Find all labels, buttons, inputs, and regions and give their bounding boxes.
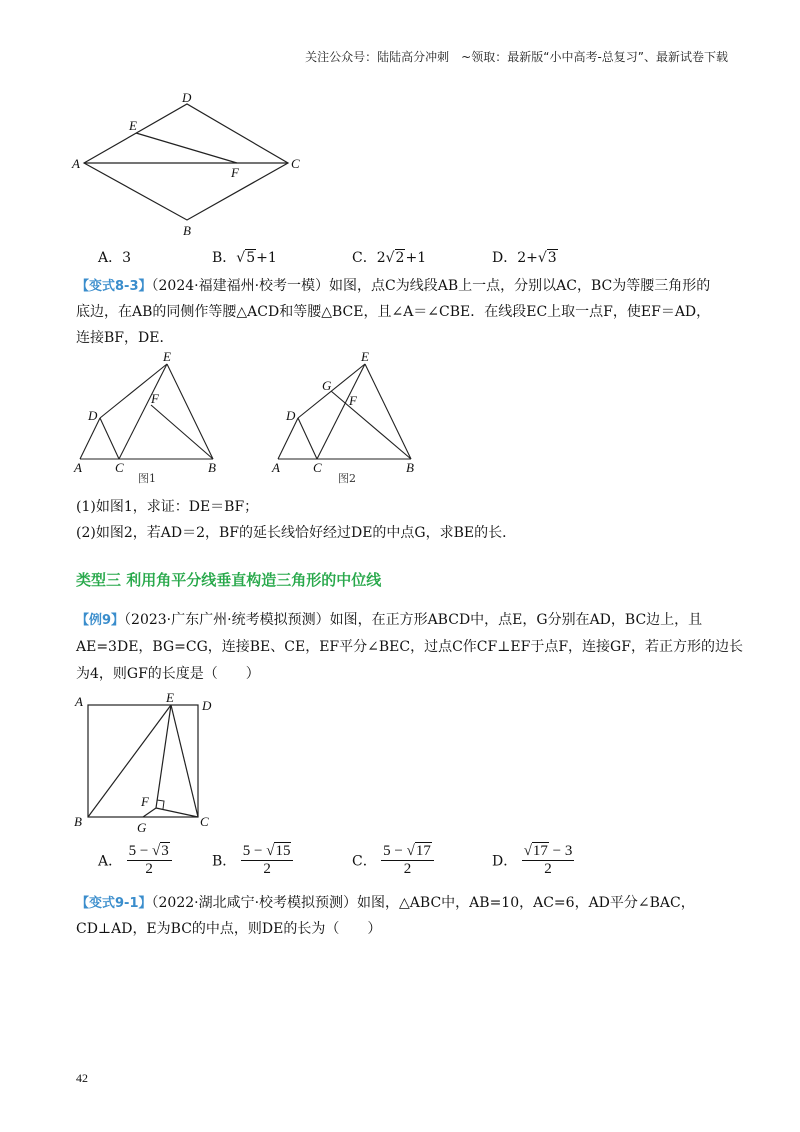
label-D: D — [182, 92, 192, 105]
option-d: D．2+√3 — [492, 250, 557, 266]
option-b: B．√5+1 — [212, 250, 277, 266]
section-heading: 类型三 利用角平分线垂直构造三角形的中位线 — [76, 571, 382, 589]
label-E: E — [361, 349, 369, 364]
label-A: A — [75, 694, 83, 709]
q83-part1: (1)如图1，求证：DE＝BF； — [76, 499, 259, 515]
label-A: A — [74, 460, 82, 475]
label-F: F — [349, 393, 357, 408]
option-d: D． $\frac{√17 - 3}{2}$ — [492, 843, 573, 877]
label-B: B — [74, 814, 82, 829]
figure-1-caption: 图1 — [138, 472, 156, 485]
label-B: B — [183, 223, 191, 238]
q91-line2: CD⊥AD，E为BC的中点，则DE的长为（ ） — [76, 921, 382, 937]
options-9 — [0, 843, 800, 885]
label-F: F — [151, 391, 159, 406]
label-B: B — [406, 460, 414, 475]
label-E: E — [129, 118, 137, 133]
label-E: E — [163, 349, 171, 364]
label-A: A — [272, 460, 280, 475]
option-c: C． $\frac{5 - √17}{2}$ — [352, 843, 434, 878]
option-a: A． $\frac{5 - √3}{2}$ — [98, 843, 172, 878]
option-c: C．2√2+1 — [352, 250, 427, 266]
q83-line1: 【变式8-3】（2024·福建福州·校考一模）如图，点C为线段AB上一点，分别以AC，BC为等腰三角形的 — [76, 278, 711, 294]
label-C: C — [115, 460, 124, 475]
option-a: A．3 — [98, 250, 132, 266]
ex9-line2: AE=3DE，BG=CG，连接BE、CE，EF平分∠BEC，过点C作CF⊥EF于点F，连接GF，若正方形的边长 — [76, 639, 743, 655]
page-number: 42 — [76, 1071, 88, 1085]
label-C: C — [291, 156, 300, 171]
label-C: C — [200, 814, 209, 829]
square-figure — [70, 688, 230, 836]
q83-line2: 底边，在AB的同侧作等腰△ACD和等腰△BCE，且∠A＝∠CBE．在线段EC上取一点F，使EF＝AD， — [76, 304, 711, 320]
ex9-line3: 为4，则GF的长度是（ ） — [76, 666, 260, 682]
figure-2 — [268, 348, 428, 488]
label-G: G — [322, 378, 332, 393]
label-B: B — [208, 460, 216, 475]
label-C: C — [313, 460, 322, 475]
label-D: D — [88, 408, 98, 423]
page-header: 关注公众号：陆陆高分冲刺 ~领取：最新版“小中高考-总复习”、最新试卷下载 — [305, 50, 728, 64]
label-G: G — [137, 820, 147, 835]
option-b: B． $\frac{5 - √15}{2}$ — [212, 843, 293, 878]
label-E: E — [166, 690, 174, 705]
label-D: D — [286, 408, 296, 423]
figure-1 — [70, 348, 230, 488]
q83-line3: 连接BF，DE． — [76, 330, 174, 346]
label-A: A — [72, 156, 80, 171]
figure-2-caption: 图2 — [338, 472, 356, 485]
label-F: F — [231, 165, 239, 180]
label-D: D — [202, 698, 212, 713]
rhombus-figure — [70, 92, 310, 242]
label-F: F — [141, 794, 149, 809]
q83-part2: (2)如图2，若AD＝2，BF的延长线恰好经过DE的中点G，求BE的长． — [76, 525, 517, 541]
options-8 — [0, 247, 800, 269]
q91-line1: 【变式9-1】（2022·湖北咸宁·校考模拟预测）如图，△ABC中，AB=10，AC=6，AD平分∠BAC， — [76, 895, 695, 911]
ex9-line1: 【例9】（2023·广东广州·统考模拟预测）如图，在正方形ABCD中，点E，G分别在AD，BC边上，且 — [76, 612, 703, 628]
